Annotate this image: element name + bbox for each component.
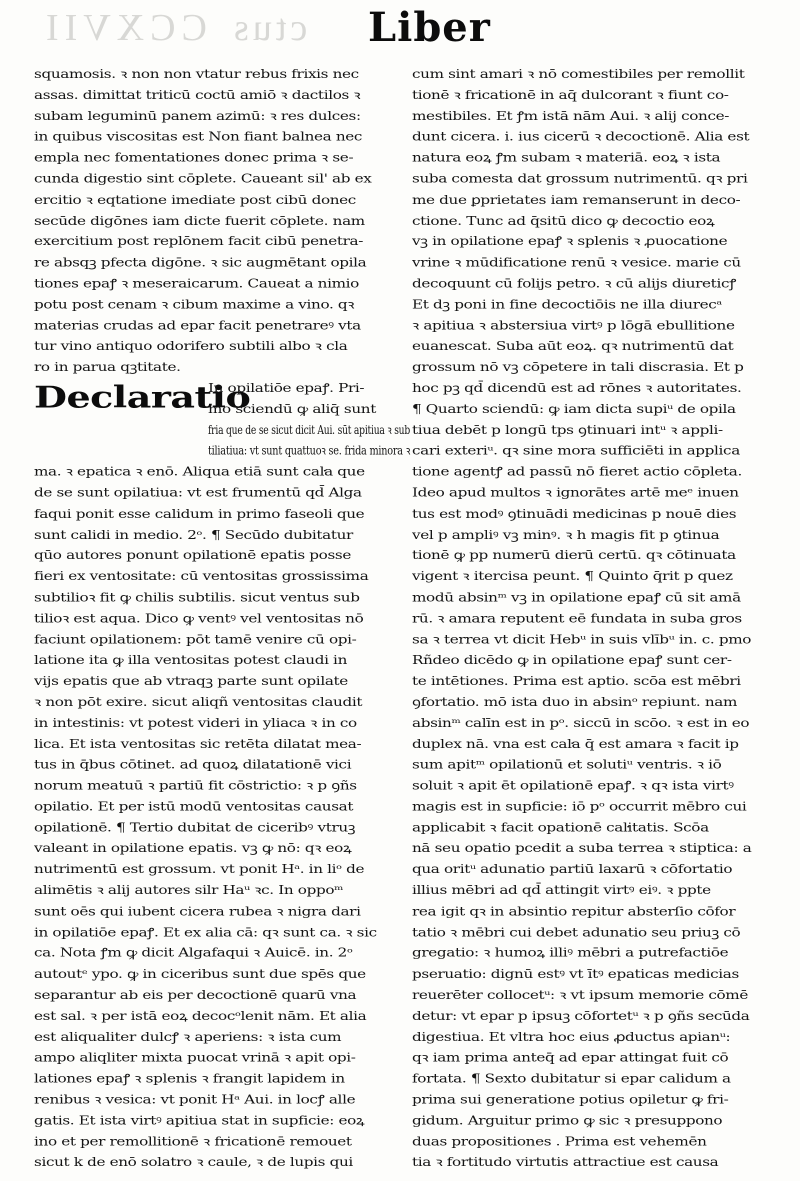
text-line: separantur ab eis per decoctionē quarū vna	[34, 987, 357, 1003]
text-line: gatis. Et ista virtꝰ apitiua stat in supficie: eoꝝ	[34, 1113, 365, 1128]
text-line: cari exteriᵘ. qꝛ sine mora sufficiēti in applica	[412, 443, 740, 458]
text-line: sum apitᵐ opilationū et solutiᵘ ventris. ꝛ iō	[412, 757, 722, 772]
text-line: ercitio ꝛ eqtatione imediate post cibū donec	[34, 192, 356, 207]
declaratio-section	[34, 378, 412, 462]
text-line: tione agentꝭ ad passū nō fieret actio cōpleta.	[412, 464, 742, 479]
text-line: exercitium post replōnem facit cibū penetra-	[34, 234, 363, 249]
text-line: gidum. Arguitur primo ꝙ sic ꝛ presuppono	[412, 1113, 723, 1128]
text-line: in quibus viscositas est Non fiant balnea nec	[34, 129, 363, 144]
text-line: Rñdeo dicēdo ꝙ in opilatione epaꝭ sunt cer-	[412, 653, 732, 668]
text-line: ꝛ non pōt exire. sicut aliqñ ventositas claudit	[34, 694, 363, 710]
text-line: tionē ꝙ pp numerū dierū certū. qꝛ cōtinuata	[412, 548, 736, 563]
text-line: tiliatiua: vt sunt quattuoꝛ se. frida minora ꝛ	[208, 443, 411, 458]
left-text-column	[34, 64, 412, 1173]
text-line: Ideo apud multos ꝛ ignorātes artē meᵉ inuen	[412, 485, 739, 500]
text-line: faqui ponit esse calidum in primo faseoli que	[34, 506, 365, 521]
text-line: ꝯfortatio. mō ista duo in absinᵒ repiunt. nam	[412, 694, 738, 710]
text-line: opilationē. ¶ Tertio dubitat de ciceribꝰ vtruꝫ	[34, 820, 356, 835]
text-line: est sal. ꝛ per istā eoꝝ decocᵒlenit nām. Et alia	[34, 1008, 367, 1023]
text-line: tur vino antiquo odorifero subtili albo ꝛ cla	[34, 339, 348, 354]
text-line: renibus ꝛ vesica: vt ponit Hᵃ Aui. in locꝭ alle	[34, 1092, 356, 1107]
text-line: vrine ꝛ mūdificatione renū ꝛ vesice. marie cū	[412, 255, 741, 270]
text-line: suba comesta dat grossum nutrimentū. qꝛ pri	[412, 171, 748, 186]
text-line: norum meatuū ꝛ partiū fit cōstrictio: ꝛ p ꝯñs	[34, 778, 357, 793]
text-line: tus in q̄bus cōtinet. ad quoꝝ dilatationē vici	[34, 757, 352, 772]
text-line: mo sciendū ꝙ aliq̄ sunt	[208, 401, 376, 417]
text-line: sa ꝛ terrea vt dicit Hebᵘ in suis vlībᵘ in. c. pmo	[412, 632, 752, 647]
text-line: rū. ꝛ amara reputent eē fundata in suba gros	[412, 611, 742, 626]
text-line: subam leguminū panem azimū: ꝛ res dulces:	[34, 108, 361, 124]
text-line: tatio ꝛ mēbri cui debet adunatio seu priuꝫ cō	[412, 925, 741, 940]
text-line: qua oritᵘ adunatio partiū laxarū ꝛ cōfortatio	[412, 862, 733, 877]
text-line: mestibiles. Et ꝭm istā nām Aui. ꝛ alij conce-	[412, 108, 730, 124]
text-line: euanescat. Suba aūt eoꝝ. qꝛ nutrimentū dat	[412, 339, 734, 354]
text-line: vel p ampliꝰ vꝫ minꝰ. ꝛ h magis fit p ꝯtinua	[412, 527, 720, 542]
text-line: tia ꝛ fortitudo virtutis attractiue est causa	[412, 1155, 719, 1170]
text-line: prima sui generatione potius opiletur ꝙ fri-	[412, 1092, 729, 1107]
text-line: vꝫ in opilatione epaꝭ ꝛ splenis ꝛ ꝓuocatione	[412, 234, 728, 249]
text-line: me due ꝑprietates iam remanserunt in deco-	[412, 192, 741, 207]
text-line: pseruatio: dignū estꝰ vt ītꝰ epaticas medicias	[412, 967, 739, 982]
text-line: ma. ꝛ epatica ꝛ enō. Aliqua etiā sunt caŀa que	[34, 464, 365, 479]
text-line: qūo autores ponunt opilationē epatis posse	[34, 548, 351, 563]
text-line: qꝛ iam prima anteq̄ ad epar attingat fuit cō	[412, 1050, 729, 1065]
text-line: reuerēter collocetᵘ: ꝛ vt ipsum memorie cōmē	[412, 987, 748, 1003]
text-line: in opilatiōe epaꝭ. Et ex alia cā: qꝛ sunt ca. ꝛ sic	[34, 925, 377, 940]
text-line: vigent ꝛ itercisa peunt. ¶ Quinto q̄rit p quez	[412, 569, 733, 584]
text-line: Et dꝫ poni in fine decoctiōis ne illa diurecᵃ	[412, 297, 722, 312]
text-line: sunt calidi in medio. 2ᵒ. ¶ Secūdo dubitatur	[34, 527, 353, 542]
text-line: cum sint amari ꝛ nō comestibiles per remollit	[412, 67, 745, 82]
text-line: alimētis ꝛ alij autores silr Haᵘ ꝛc. In oppoᵐ	[34, 883, 344, 898]
text-line: detur: vt epar p ipsuꝫ cōfortetᵘ ꝛ p ꝯñs secūda	[412, 1008, 750, 1023]
text-line: ¶ Quarto sciendū: ꝙ iam dicta supiᵘ de opila	[412, 401, 736, 417]
text-line: assas. dimittat triticū coctū amiō ꝛ dactilos ꝛ	[34, 88, 361, 103]
text-line: hoc pꝫ qd̄ dicendū est ad rōnes ꝛ autoritates.	[412, 381, 742, 396]
text-line: tiua debēt p longū tps ꝯtinuari intᵘ ꝛ appli-	[412, 422, 723, 437]
text-line: ino et per remollitionē ꝛ fricationē remouet	[34, 1134, 352, 1149]
text-line: nā seu opatio pcedit a suba terrea ꝛ stiptica: a	[412, 841, 752, 856]
text-line: materias crudas ad epar facit penetrareꝰ vta	[34, 318, 361, 333]
text-line: in intestinis: vt potest videri in yliaca ꝛ in co	[34, 715, 357, 730]
text-line: sunt oēs qui iubent cicera rubea ꝛ nigra dari	[34, 904, 361, 919]
text-line: lationes epaꝭ ꝛ splenis ꝛ frangit lapidem in	[34, 1071, 345, 1086]
text-line: subtilioꝛ fit ꝙ chilis subtilis. sicut ventus sub	[34, 590, 360, 605]
text-line: fria que de se sicut dicit Aui. sūt apitiua ꝛ sub	[208, 422, 411, 437]
declaratio-heading: Declaratio	[34, 379, 251, 415]
text-line: vijs epatis que ab vtraqꝫ parte sunt opilate	[34, 674, 348, 689]
text-line: absinᵐ calīn est in pᵒ. siccū in scōo. ꝛ est in eo	[412, 715, 750, 730]
text-line: illius mēbri ad qd̄ attingit virtꝰ eiꝰ. ꝛ ppte	[412, 883, 711, 898]
text-line: dunt cicera. i. ius cicerū ꝛ decoctionē. Alia est	[412, 129, 750, 144]
text-line: magis est in supficie: iō pᵒ occurrit mēbro cui	[412, 799, 747, 814]
text-line: applicabit ꝛ facit opationē caŀitatis. Scōa	[412, 820, 709, 835]
text-line: sicut k de enō solatro ꝛ caule, ꝛ de lupis qui	[34, 1155, 353, 1170]
text-line: tus est modꝰ ꝯtinuādi medicinas p nouē dies	[412, 506, 737, 521]
text-line: valeant in opilatione epatis. vꝫ ꝙ nō: qꝛ eoꝝ	[34, 841, 352, 856]
text-line: latione ita ꝙ illa ventositas potest claudi in	[34, 653, 347, 668]
bleed-through-word: ctus	[230, 7, 308, 49]
text-line: gregatio: ꝛ humoꝝ illiꝰ mēbri a putrefactiōe	[412, 946, 729, 961]
text-line: tionē ꝛ fricationē in aq̄ dulcorant ꝛ fiunt co-	[412, 88, 729, 103]
text-line: squamosis. ꝛ non non vtatur rebus frixis nec	[34, 67, 359, 82]
text-line: In opilatiōe epaꝭ. Pri-	[208, 381, 365, 396]
text-line: ro in parua qꝫtitate.	[34, 360, 181, 375]
bleed-through-folio: CCXVII	[40, 7, 207, 49]
text-line: lica. Et ista ventositas sic retēta dilatat mea-	[34, 736, 362, 751]
text-line: fieri ex ventositate: cū ventositas grossissima	[34, 569, 369, 584]
left-column-continuation	[34, 462, 412, 1174]
text-line: de se sunt opilatiua: vt est frumentū qd̄ Alga	[34, 485, 362, 500]
text-line: rea igit qꝛ in absintio repitur absterſio cōfor	[412, 904, 736, 919]
text-line: tilioꝛ est aqua. Dico ꝙ ventꝰ vel ventositas nō	[34, 611, 364, 626]
left-column-opening-text	[34, 64, 412, 378]
text-line: digestiua. Et vltra hoc eius ꝓductus apianᵘ:	[412, 1029, 731, 1044]
declaratio-indented-lines	[208, 378, 412, 462]
text-line: nutrimentū est grossum. vt ponit Hᵃ. in liᵒ de	[34, 862, 365, 877]
text-line: empla nec fomentationes donec prima ꝛ se-	[34, 150, 354, 165]
text-line: potu post cenam ꝛ cibum maxime a vino. qꝛ	[34, 297, 355, 312]
text-line: fortata. ¶ Sexto dubitatur si epar calidum a	[412, 1071, 731, 1086]
text-line: grossum nō vꝫ cōpetere in tali discrasia. Et p	[412, 360, 744, 375]
text-line: modū absinᵐ vꝫ in opilatione epaꝭ cū sit amā	[412, 590, 741, 605]
text-line: duplex nā. vna est caŀa q̄ est amara ꝛ facit ip	[412, 736, 739, 751]
right-column-text	[412, 64, 776, 1173]
text-line: te intētiones. Prima est aptio. scōa est mēbri	[412, 674, 741, 689]
right-text-column	[412, 64, 776, 1173]
text-line: ca. Nota ꝭm ꝙ dicit Algafaqui ꝛ Auicē. in. 2ᵒ	[34, 946, 353, 961]
text-line: autoutᵉ ypo. ꝙ in ciceribus sunt due spēs que	[34, 967, 366, 982]
text-line: faciunt opilationem: pōt tamē venire cū opi-	[34, 632, 357, 647]
text-line: est aliqualiter dulcꝭ ꝛ aperiens: ꝛ ista cum	[34, 1029, 342, 1044]
text-line: cunda digestio sint cōplete. Caueant sil' ab ex	[34, 171, 372, 186]
text-line: ampo aliqliter mixta puocat vrinā ꝛ apit opi-	[34, 1050, 356, 1065]
text-line: decoquunt cū folijs petro. ꝛ cū alijs diureticꝭ	[412, 276, 736, 291]
text-line: duas propositiones . Prima est vehemēn	[412, 1134, 707, 1149]
text-line: secūde digōnes iam dicte fuerit cōplete. nam	[34, 213, 365, 228]
text-line: opilatio. Et per istū modū ventositas causat	[34, 799, 354, 814]
text-line: re absqꝫ pfecta digōne. ꝛ sic augmētant opila	[34, 255, 367, 270]
text-line: ctione. Tunc ad q̄sitū dico ꝙ decoctio eoꝝ	[412, 213, 715, 228]
running-head: Liber	[368, 4, 491, 51]
text-line: soluit ꝛ apit ēt opilationē epaꝭ. ꝛ qꝛ ista virtꝰ	[412, 778, 734, 793]
text-line: natura eoꝝ ꝭm subam ꝛ materiā. eoꝝ ꝛ ista	[412, 150, 721, 165]
text-line: tiones epaꝭ ꝛ meseraicarum. Caueat a nimio	[34, 276, 359, 291]
text-line: ꝛ apitiua ꝛ abstersiua virtꝰ p lōgā ebullitione	[412, 318, 735, 333]
